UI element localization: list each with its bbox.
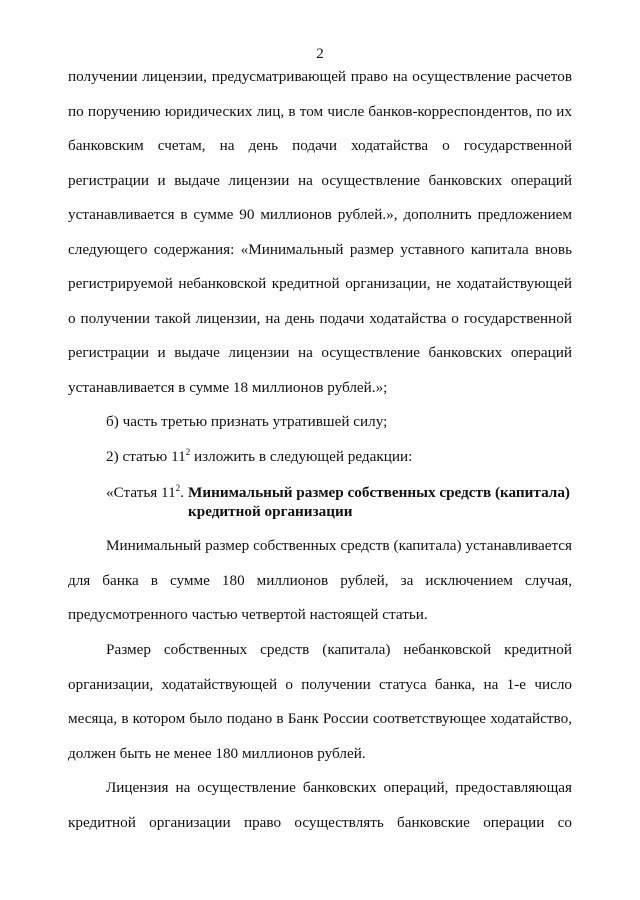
superscript: 2 bbox=[185, 447, 191, 457]
text-line: месяца, в котором было подано в Банк России соответствующее ходатайство, bbox=[68, 710, 572, 727]
article-label-prefix: «Статья 11 bbox=[106, 484, 176, 501]
text-line: Лицензия на осуществление банковских операций, предоставляющая bbox=[106, 779, 572, 796]
list-item-2 bbox=[106, 448, 572, 466]
text-line: устанавливается в сумме 90 миллионов рублей.», дополнить предложением bbox=[68, 206, 572, 223]
text-line: организации, ходатайствующей о получении статуса банка, на 1-е число bbox=[68, 676, 572, 693]
text-line: по поручению юридических лиц, в том числе банков-корреспондентов, по их bbox=[68, 103, 572, 120]
text-line: получении лицензии, предусматривающей право на осуществление расчетов bbox=[68, 68, 572, 85]
text-line: предусмотренного частью четвертой настоящей статьи. bbox=[68, 606, 428, 623]
text-line: устанавливается в сумме 18 миллионов рублей.»; bbox=[68, 379, 388, 396]
article-label bbox=[106, 484, 184, 502]
list-item-2-prefix: 2) статью 11 bbox=[106, 448, 186, 465]
text-line: о получении такой лицензии, на день подачи ходатайства о государственной bbox=[68, 310, 572, 327]
text-line: регистрации и выдаче лицензии на осуществление банковских операций bbox=[68, 344, 572, 361]
text-line: банковским счетам, на день подачи ходатайства о государственной bbox=[68, 137, 572, 154]
article-label-suffix: . bbox=[180, 484, 184, 501]
list-item-2-suffix: изложить в следующей редакции: bbox=[190, 448, 413, 465]
article-title-line-2: кредитной организации bbox=[188, 503, 353, 520]
text-line: Минимальный размер собственных средств (капитала) устанавливается bbox=[106, 537, 572, 554]
text-line: регистрируемой небанковской кредитной организации, не ходатайствующей bbox=[68, 275, 572, 292]
list-item-b: б) часть третью признать утратившей силу; bbox=[106, 413, 388, 430]
article-title-line-1: Минимальный размер собственных средств (капитала) bbox=[188, 484, 570, 501]
text-line: должен быть не менее 180 миллионов рублей. bbox=[68, 745, 366, 762]
text-line: для банка в сумме 180 миллионов рублей, за исключением случая, bbox=[68, 572, 572, 589]
page-number: 2 bbox=[316, 46, 324, 62]
text-line: Размер собственных средств (капитала) небанковской кредитной bbox=[106, 641, 572, 658]
text-line: кредитной организации право осуществлять банковские операции со bbox=[68, 814, 572, 831]
text-line: следующего содержания: «Минимальный размер уставного капитала вновь bbox=[68, 241, 572, 258]
superscript: 2 bbox=[175, 483, 181, 493]
text-line: регистрации и выдаче лицензии на осуществление банковских операций bbox=[68, 172, 572, 189]
